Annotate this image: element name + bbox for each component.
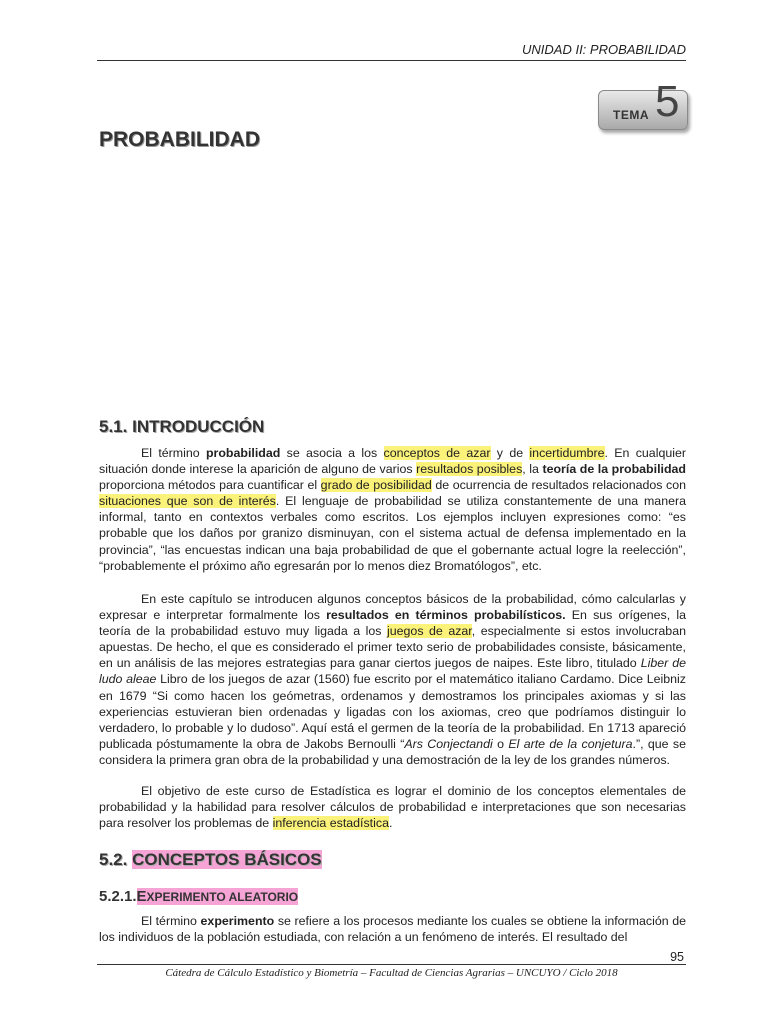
text-run: se refiere a los procesos mediante los cuales se obtiene la información de los individuos de la población estudiada, con relación a un fenómeno de interés. El resultado del	[99, 914, 687, 945]
bold-term: experimento	[200, 914, 275, 928]
header-rule	[97, 60, 686, 61]
highlighted-phrase: conceptos de azar	[383, 446, 491, 460]
subsection-number: 5.2.1.	[99, 888, 137, 905]
section-title: CONCEPTOS BÁSICOS	[132, 850, 322, 869]
text-run: Libro de los juegos de azar (1560) fue escrito por el matemático italiano Cardamo. Dice Leibniz en 1679 “Si como hacen los geómetras, ordenamos y demostramos los principales axiomas y si las experiencias estuvieran bien ordenadas y ligadas con los axiomas, creo que podríamos distinguir lo verdadero, lo probable y lo dudoso”. Aquí está el germen de la teoría de la probabilidad. En 1713 apareció publicada póstumamente la obra de Jakobs Bernoulli “	[99, 672, 686, 751]
subsection-title-rest: ALEATORIO	[228, 890, 299, 904]
section-number: 5.1.	[99, 417, 128, 436]
text-run: . En cualquier situación donde interese la aparición de alguno de varios	[99, 446, 686, 477]
italic-title: Ars Conjectandi	[404, 736, 493, 751]
section-heading-introduccion	[99, 417, 264, 437]
highlighted-phrase: juegos de azar	[387, 624, 472, 639]
tema-number: 5	[655, 77, 680, 126]
tema-label: TEMA	[613, 108, 649, 122]
highlighted-phrase: inferencia estadística	[272, 816, 389, 831]
text-run: . El lenguaje de probabilidad se utiliza constantemente de una manera informal, tanto en contextos verbales como escritos. Los ejemplos incluyen expresiones como: “es probable que los daños por granizo disminuyan, con el sistema actual de defensa implementado en la provincia”, “las encuestas indican una baja probabilidad de que el gobernante actual logre la reelección”, “probablemente el próximo año egresarán por lo menos diez Bromatólogos”, etc.	[99, 494, 687, 573]
tema-badge	[598, 77, 688, 130]
highlighted-phrase: situaciones que son de interés	[99, 494, 276, 509]
chapter-title: PROBABILIDAD	[99, 128, 260, 151]
footer: Cátedra de Cálculo Estadístico y Biometría – Facultad de Ciencias Agrarias – UNCUYO / Ciclo 2018	[165, 967, 618, 979]
page-number: 95	[670, 950, 684, 964]
paragraph-intro-2	[99, 591, 686, 768]
italic-title: Liber de ludo aleae	[99, 656, 687, 687]
bold-term: resultados en términos probabilísticos.	[326, 608, 566, 623]
highlighted-phrase: grado de posibilidad	[320, 478, 432, 493]
running-head: UNIDAD II: PROBABILIDAD	[522, 42, 686, 57]
text-run: o	[492, 736, 509, 751]
text-run: , especialmente si estos involucraban apuestas. De hecho, el que es considerado el primer texto serio de probabilidades consiste, básicamente, en un análisis de las mejores estrategias para ganar ciertos juegos de naipes. Este libro, titulado	[99, 624, 686, 671]
paragraph-intro-1	[99, 445, 686, 574]
text-run: .	[388, 816, 393, 831]
footer-rule	[97, 964, 686, 965]
italic-title: El arte de la conjetura	[508, 736, 633, 751]
text-run: El objetivo de este curso de Estadística es lograr el dominio de los conceptos elementales de probabilidad y la habilidad para resolver cálculos de probabilidad e interpretaciones que son necesarias para resolver los problemas de	[99, 784, 686, 831]
text-run: se asocia a los	[280, 446, 384, 460]
subsection-heading-experimento-aleatorio	[99, 888, 298, 905]
text-run: El término	[141, 914, 201, 928]
text-run: de ocurrencia de resultados relacionados con	[431, 478, 686, 493]
subsection-title-initial: E	[136, 888, 147, 905]
section-heading-conceptos-basicos	[99, 850, 322, 870]
text-run: En sus orígenes, la teoría de la probabilidad estuvo muy ligada a los	[99, 608, 686, 639]
paragraph-experimento	[99, 913, 686, 945]
paragraph-intro-3	[99, 783, 686, 831]
text-run: y de	[490, 446, 530, 460]
text-run: En este capítulo se introducen algunos conceptos básicos de la probabilidad, cómo calcularlas y expresar e interpretar formalmente los	[99, 592, 686, 623]
text-run: , la	[522, 462, 543, 477]
text-run: .”, que se considera la primera gran obra de la probabilidad y una demostración de la ley de los grandes números.	[99, 736, 687, 767]
subsection-title	[137, 888, 299, 905]
highlighted-phrase: incertidumbre	[529, 446, 605, 460]
bold-term: probabilidad	[205, 446, 281, 460]
highlighted-phrase: resultados posibles	[416, 462, 523, 477]
section-title: INTRODUCCIÓN	[132, 417, 265, 436]
bold-term: teoría de la probabilidad	[542, 462, 686, 477]
text-run: El término	[141, 446, 206, 460]
subsection-title-rest: XPERIMENTO	[146, 890, 229, 904]
section-number: 5.2.	[99, 850, 128, 869]
text-run: proporciona métodos para cuantificar el	[99, 478, 321, 493]
